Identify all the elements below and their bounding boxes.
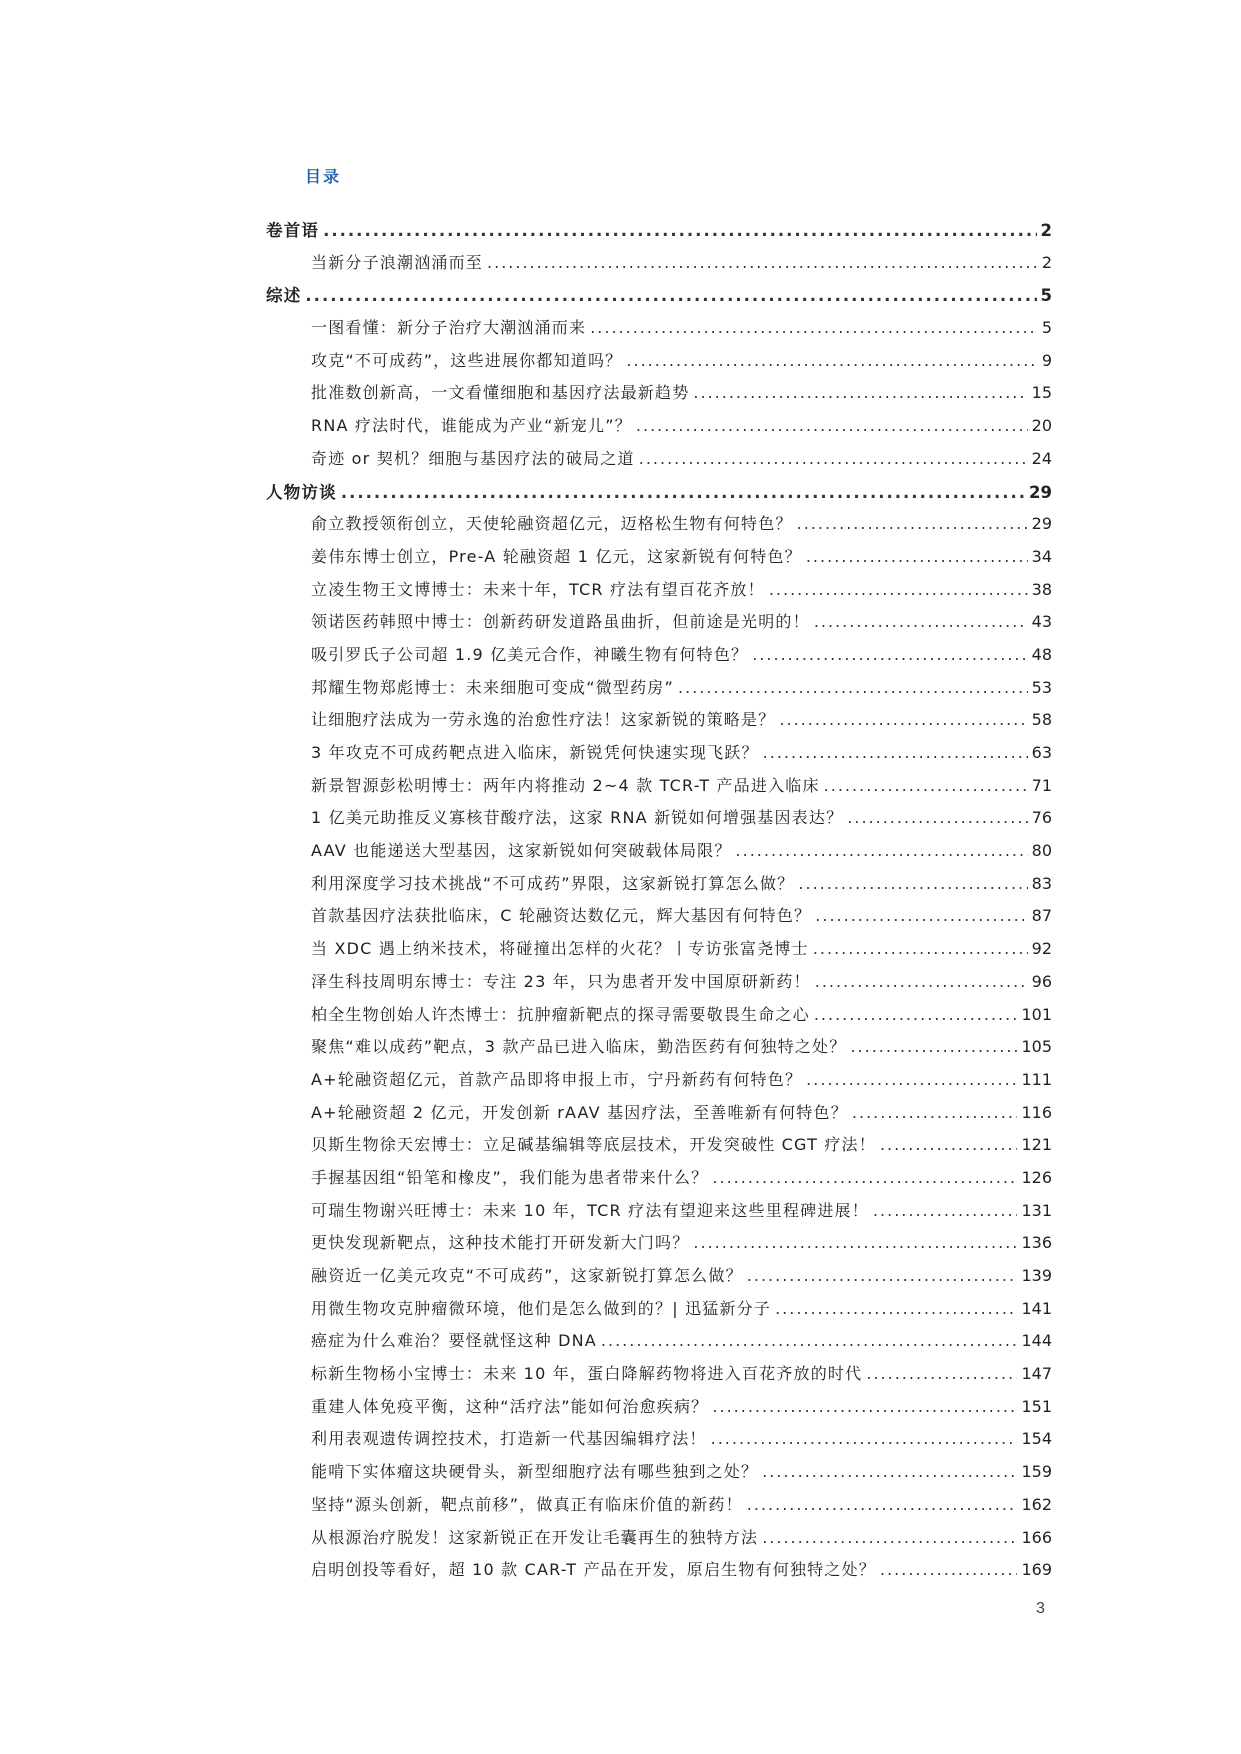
toc-entry[interactable] (266, 315, 1052, 348)
toc-entry-title: 利用表观遗传调控技术，打造新一代基因编辑疗法！ (311, 1429, 707, 1449)
toc-entry-page: 96 (1031, 971, 1052, 991)
dot-leader (880, 1560, 1017, 1579)
dot-leader (779, 710, 1027, 729)
toc-entry-title: 1 亿美元助推反义寡核苷酸疗法，这家 RNA 新锐如何增强基因表达？ (311, 808, 844, 828)
toc-entry-title: 能啃下实体瘤这块硬骨头，新型细胞疗法有哪些独到之处？ (311, 1462, 759, 1482)
toc-entry[interactable] (266, 1165, 1052, 1198)
toc-entry-title: A+轮融资超亿元，首款产品即将申报上市，宁丹新药有何特色？ (311, 1069, 803, 1089)
toc-entry-page: 169 (1021, 1560, 1052, 1580)
dot-leader (762, 1528, 1017, 1547)
toc-entry-title: 姜伟东博士创立，Pre-A 轮融资超 1 亿元，这家新锐有何特色？ (311, 546, 802, 566)
toc-entry[interactable] (266, 707, 1052, 740)
dot-leader (678, 678, 1028, 697)
toc-entry[interactable] (266, 250, 1052, 283)
toc-entry-page: 136 (1021, 1233, 1052, 1253)
toc-entry-page: 116 (1021, 1102, 1052, 1122)
toc-entry-page: 38 (1031, 579, 1052, 599)
toc-entry-title: 坚持“源头创新，靶点前移”，做真正有临床价值的新药！ (311, 1494, 743, 1514)
toc-entry-title: 当 XDC 遇上纳米技术，将碰撞出怎样的火花？丨专访张富尧博士 (311, 939, 809, 959)
dot-leader (711, 1429, 1018, 1448)
dot-leader (873, 1201, 1018, 1220)
toc-title: 目录 (305, 167, 342, 186)
toc-entry[interactable] (266, 577, 1052, 610)
toc-entry-title: 利用深度学习技术挑战“不可成药”界限，这家新锐打算怎么做？ (311, 873, 795, 893)
dot-leader (866, 1364, 1017, 1383)
dot-leader (763, 743, 1028, 762)
dot-leader (852, 1103, 1018, 1122)
toc-entry-title: 更快发现新靶点，这种技术能打开研发新大门吗？ (311, 1233, 690, 1253)
toc-entry-title: 综述 (266, 286, 302, 306)
toc-entry-page: 20 (1031, 416, 1052, 436)
dot-leader (814, 1005, 1018, 1024)
toc-entry-title: 吸引罗氏子公司超 1.9 亿美元合作，神曦生物有何特色？ (311, 644, 749, 664)
toc-entry[interactable] (266, 544, 1052, 577)
dot-leader (775, 1299, 1017, 1318)
dot-leader (824, 776, 1028, 795)
toc-entry-title: 重建人体免疫平衡，这种“活疗法”能如何治愈疾病？ (311, 1396, 709, 1416)
toc-entry[interactable] (266, 1426, 1052, 1459)
toc-entry-title: 贝斯生物徐天宏博士：立足碱基编辑等底层技术，开发突破性 CGT 疗法！ (311, 1135, 876, 1155)
toc-entry-page: 147 (1021, 1364, 1052, 1384)
toc-entry-page: 63 (1031, 743, 1052, 762)
toc-entry-title: 立凌生物王文博博士：未来十年，TCR 疗法有望百花齐放！ (311, 579, 765, 599)
dot-leader (798, 874, 1027, 893)
dot-leader (847, 808, 1027, 827)
dot-leader (747, 1266, 1018, 1285)
toc-entry-title: 卷首语 (266, 221, 320, 240)
dot-leader (815, 906, 1027, 925)
dot-leader (747, 1495, 1018, 1514)
toc-entry[interactable] (266, 1557, 1052, 1590)
dot-leader (762, 1462, 1017, 1481)
toc-entry-title: 柏全生物创始人许杰博士：抗肿瘤新靶点的探寻需要敬畏生命之心 (311, 1004, 810, 1024)
toc-entry-page: 2 (1040, 221, 1052, 240)
dot-leader (752, 645, 1027, 664)
toc-entry-page: 111 (1021, 1069, 1052, 1089)
toc-entry-page: 2 (1041, 252, 1052, 272)
toc-entry-page: 131 (1021, 1200, 1052, 1220)
toc-entry[interactable] (266, 969, 1052, 1002)
dot-leader (693, 1233, 1017, 1252)
toc-entry[interactable] (266, 1067, 1052, 1100)
toc-entry[interactable] (266, 348, 1052, 381)
toc-entry[interactable] (266, 1230, 1052, 1263)
dot-leader (636, 416, 1028, 435)
toc-entry-title: RNA 疗法时代，谁能成为产业“新宠儿”？ (311, 416, 632, 436)
toc-entry[interactable] (266, 740, 1052, 773)
toc-entry-page: 80 (1031, 841, 1052, 861)
dot-leader (305, 286, 1036, 305)
toc-entry[interactable] (266, 511, 1052, 544)
toc-entry-page: 166 (1021, 1527, 1052, 1547)
toc-entry-title: 人物访谈 (266, 482, 337, 502)
toc-entry-title: 邦耀生物郑彪博士：未来细胞可变成“微型药房” (311, 677, 674, 697)
toc-entry-page: 105 (1021, 1037, 1052, 1057)
dot-leader (769, 580, 1028, 599)
toc-entry[interactable] (266, 1002, 1052, 1035)
toc-entry-title: 融资近一亿美元攻克“不可成药”，这家新锐打算怎么做？ (311, 1266, 743, 1285)
toc-entry[interactable] (266, 1525, 1052, 1558)
dot-leader (850, 1037, 1017, 1056)
toc-entry-page: 5 (1041, 318, 1052, 338)
dot-leader (323, 221, 1036, 240)
toc-entry[interactable] (266, 413, 1052, 446)
toc-entry-title: 3 年攻克不可成药靶点进入临床，新锐凭何快速实现飞跃？ (311, 743, 759, 762)
toc-entry-page: 34 (1031, 546, 1052, 566)
toc-entry[interactable] (266, 1100, 1052, 1133)
toc-entry-page: 43 (1031, 612, 1052, 632)
toc-entry-page: 5 (1040, 286, 1052, 306)
toc-entry-page: 162 (1021, 1494, 1052, 1514)
toc-entry-title: A+轮融资超 2 亿元，开发创新 rAAV 基因疗法，至善唯新有何特色？ (311, 1102, 848, 1122)
toc-entry-page: 121 (1021, 1135, 1052, 1155)
toc-entry[interactable] (266, 609, 1052, 642)
dot-leader (341, 483, 1025, 502)
dot-leader (806, 1070, 1017, 1089)
toc-entry[interactable] (266, 805, 1052, 838)
toc-entry-page: 159 (1021, 1462, 1052, 1482)
toc-entry-page: 151 (1021, 1396, 1052, 1416)
toc-entry-title: 让细胞疗法成为一劳永逸的治愈性疗法！这家新锐的策略是？ (311, 710, 776, 730)
toc-section-heading[interactable] (266, 282, 1052, 315)
toc-entry-title: AAV 也能递送大型基因，这家新锐如何突破载体局限？ (311, 841, 732, 861)
dot-leader (639, 449, 1028, 468)
toc-entry[interactable] (266, 1361, 1052, 1394)
dot-leader (712, 1168, 1017, 1187)
toc-entry[interactable] (266, 1132, 1052, 1165)
toc-entry[interactable] (266, 1459, 1052, 1492)
dot-leader (487, 253, 1038, 272)
toc-entry-title: 启明创投等看好，超 10 款 CAR-T 产品在开发，原启生物有何独特之处？ (311, 1560, 876, 1580)
toc-entry-page: 15 (1031, 383, 1052, 403)
toc-entry-title: 可瑞生物谢兴旺博士：未来 10 年，TCR 疗法有望迎来这些里程碑进展！ (311, 1200, 869, 1220)
dot-leader (880, 1135, 1018, 1154)
toc-entry-page: 154 (1021, 1429, 1052, 1449)
toc-entry-page: 101 (1021, 1004, 1052, 1024)
toc-entry-title: 一图看懂：新分子治疗大潮汹涌而来 (311, 318, 587, 338)
toc-entry[interactable] (266, 1328, 1052, 1361)
toc-entry[interactable] (266, 936, 1052, 969)
toc-entry[interactable] (266, 1263, 1052, 1296)
toc-entry[interactable] (266, 1034, 1052, 1067)
toc-entry[interactable] (266, 871, 1052, 904)
toc-entry-page: 53 (1031, 677, 1052, 697)
dot-leader (736, 841, 1028, 860)
dot-leader (693, 383, 1027, 402)
toc-entry-title: 聚焦“难以成药”靶点，3 款产品已进入临床，勤浩医药有何独特之处？ (311, 1037, 847, 1057)
toc-entry-page: 126 (1021, 1167, 1052, 1187)
toc-section-heading[interactable] (266, 479, 1052, 512)
dot-leader (797, 514, 1028, 533)
dot-leader (806, 547, 1028, 566)
toc-entry-title: 当新分子浪潮汹涌而至 (311, 252, 484, 272)
toc-entry-title: 奇迹 or 契机？细胞与基因疗法的破局之道 (311, 448, 635, 468)
toc-entry-title: 攻克“不可成药”，这些进展你都知道吗？ (311, 350, 623, 370)
toc-entry[interactable] (266, 1198, 1052, 1231)
toc-entry-page: 48 (1031, 644, 1052, 664)
toc-entry[interactable] (266, 773, 1052, 806)
dot-leader (601, 1331, 1018, 1350)
toc-entry[interactable] (266, 903, 1052, 936)
toc-entry[interactable] (266, 1394, 1052, 1427)
toc-entry-page: 141 (1021, 1298, 1052, 1318)
toc-entry[interactable] (266, 642, 1052, 675)
toc-entry-title: 泽生科技周明东博士：专注 23 年，只为患者开发中国原研新药！ (311, 971, 811, 991)
toc-entry[interactable] (266, 1492, 1052, 1525)
toc-entry-title: 首款基因疗法获批临床，C 轮融资达数亿元，辉大基因有何特色？ (311, 906, 812, 926)
toc-entry-page: 144 (1021, 1331, 1052, 1351)
toc-entry[interactable] (266, 838, 1052, 871)
dot-leader (815, 972, 1028, 991)
toc-entry[interactable] (266, 380, 1052, 413)
toc-entry-page: 29 (1031, 514, 1052, 534)
toc-entry[interactable] (266, 675, 1052, 708)
toc-entry-title: 手握基因组“铅笔和橡皮”，我们能为患者带来什么？ (311, 1167, 709, 1187)
toc-entry-title: 批准数创新高，一文看懂细胞和基因疗法最新趋势 (311, 383, 690, 403)
toc-entry-page: 24 (1031, 448, 1052, 468)
toc-entry-page: 83 (1031, 873, 1052, 893)
dot-leader (813, 939, 1028, 958)
toc-entry[interactable] (266, 1296, 1052, 1329)
toc-entry-page: 9 (1041, 350, 1052, 370)
dot-leader (814, 612, 1028, 631)
dot-leader (626, 351, 1037, 370)
toc-entry-title: 癌症为什么难治？要怪就怪这种 DNA (311, 1331, 597, 1351)
toc-entry-page: 71 (1031, 775, 1052, 795)
toc-entry-title: 标新生物杨小宝博士：未来 10 年，蛋白降解药物将进入百花齐放的时代 (311, 1364, 863, 1384)
toc-entry-title: 新景智源彭松明博士：两年内将推动 2~4 款 TCR-T 产品进入临床 (311, 775, 820, 795)
table-of-contents (266, 217, 1052, 1590)
toc-entry-page: 76 (1031, 808, 1052, 828)
toc-entry-title: 用微生物攻克肿瘤微环境，他们是怎么做到的？| 迅猛新分子 (311, 1298, 772, 1318)
toc-entry-page: 92 (1031, 939, 1052, 959)
toc-entry-page: 87 (1031, 906, 1052, 926)
toc-entry-title: 俞立教授领衔创立，天使轮融资超亿元，迈格松生物有何特色？ (311, 514, 793, 534)
page-number: 3 (1036, 1600, 1045, 1617)
toc-entry-page: 139 (1021, 1266, 1052, 1285)
toc-entry[interactable] (266, 446, 1052, 479)
toc-entry-page: 29 (1029, 482, 1052, 502)
toc-section-heading[interactable] (266, 217, 1052, 250)
dot-leader (590, 318, 1038, 337)
toc-entry-title: 从根源治疗脱发！这家新锐正在开发让毛囊再生的独特方法 (311, 1527, 759, 1547)
dot-leader (712, 1397, 1017, 1416)
toc-entry-page: 58 (1031, 710, 1052, 730)
toc-entry-title: 领诺医药韩照中博士：创新药研发道路虽曲折，但前途是光明的！ (311, 612, 810, 632)
